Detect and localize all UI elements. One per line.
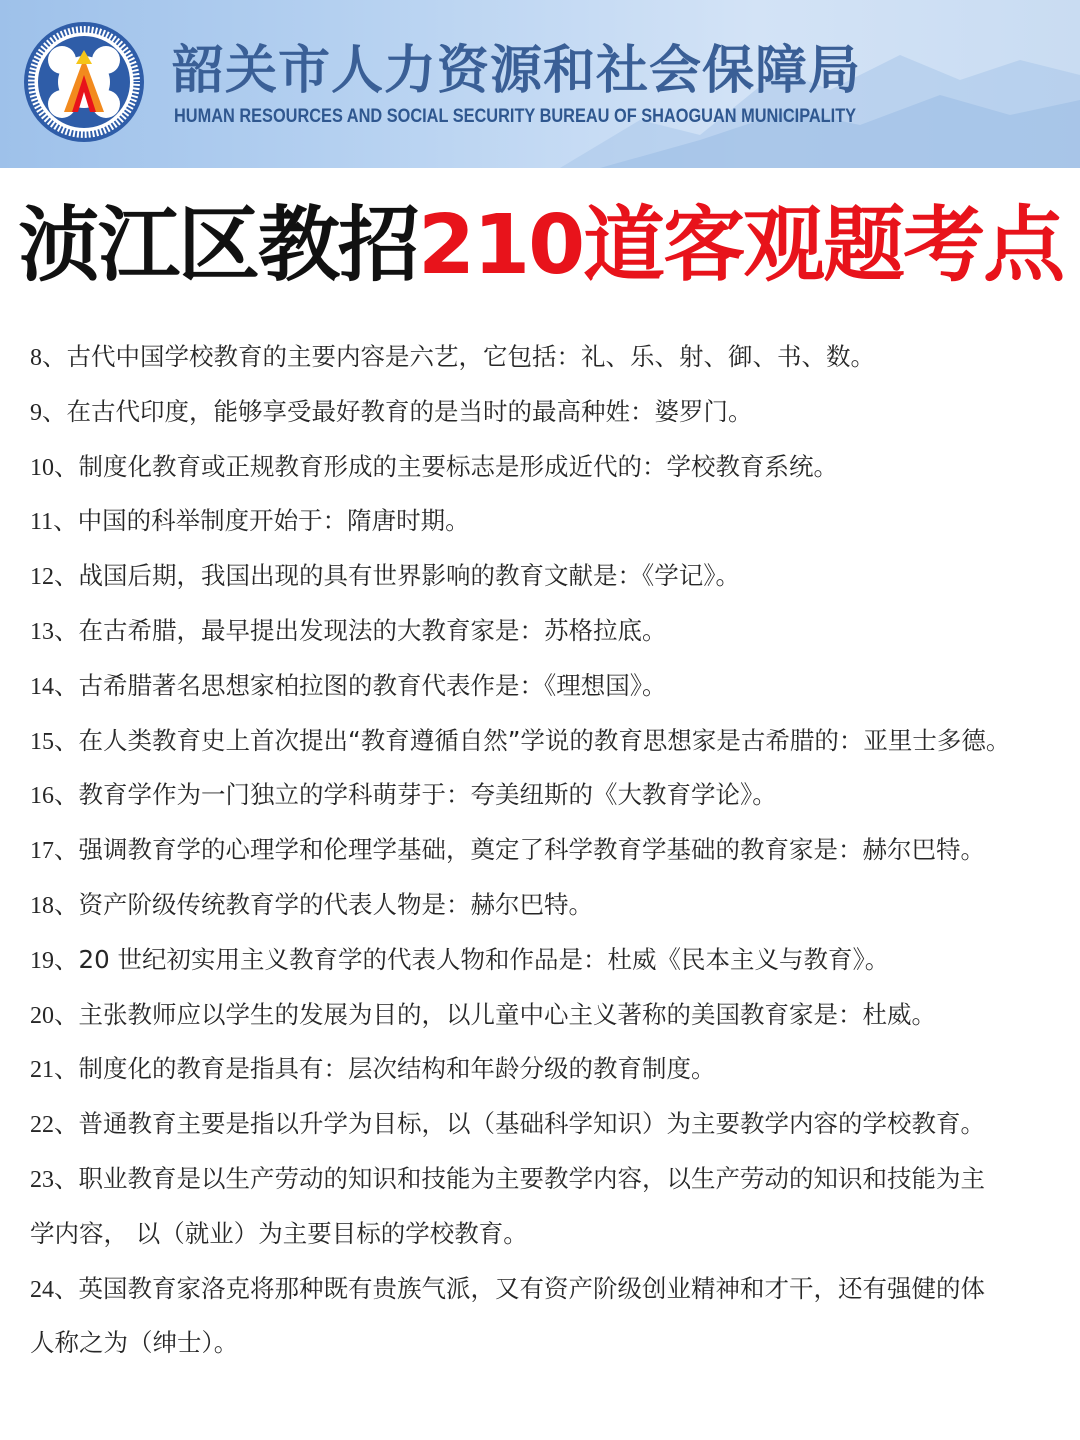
item-number: 20	[30, 1002, 54, 1029]
headline-part-district: 浈江区教招	[18, 198, 419, 293]
list-item	[30, 440, 1080, 495]
item-number: 19	[30, 947, 54, 974]
item-number: 13	[30, 618, 54, 645]
item-text: 、战国后期，我国出现的具有世界影响的教育文献是：《学记》。	[54, 561, 740, 591]
item-text: 、在古希腊，最早提出发现法的大教育家是：苏格拉底。	[54, 615, 667, 645]
item-number: 24	[30, 1276, 54, 1303]
item-number: 10	[30, 454, 54, 481]
item-text: 、职业教育是以生产劳动的知识和技能为主要教学内容，以生产劳动的知识和技能为主	[54, 1163, 985, 1193]
item-text: 学内容， 以（就业）为主要目标的学校教育。	[30, 1218, 528, 1248]
list-item	[30, 385, 1080, 440]
item-text: 、20 世纪初实用主义教育学的代表人物和作品是：杜威《民本主义与教育》。	[54, 944, 890, 974]
item-text: 、制度化教育或正规教育形成的主要标志是形成近代的：学校教育系统。	[54, 451, 838, 481]
item-number: 18	[30, 892, 54, 919]
bureau-subtitle: HUMAN RESOURCES AND SOCIAL SECURITY BUREAU OF SHAOGUAN MUNICIPALITY	[174, 106, 857, 127]
header-banner	[0, 0, 1080, 168]
item-number: 11	[30, 509, 54, 536]
list-item	[30, 1316, 1080, 1371]
headline-part-count: 210道客观题考点	[418, 198, 1064, 293]
list-item	[30, 604, 1080, 659]
list-item	[30, 1262, 1080, 1317]
item-text: 、普通教育主要是指以升学为目标，以（基础科学知识）为主要教学内容的学校教育。	[54, 1109, 985, 1139]
item-text: 、教育学作为一门独立的学科萌芽于：夸美纽斯的《大教育学论》。	[54, 780, 777, 810]
list-item	[30, 330, 1080, 385]
item-text: 、古代中国学校教育的主要内容是六艺，它包括：礼、乐、射、御、书、数。	[42, 342, 875, 371]
item-number: 16	[30, 783, 54, 810]
item-number: 9	[30, 399, 42, 426]
item-number: 12	[30, 564, 54, 591]
list-item	[30, 823, 1080, 878]
list-item	[30, 1097, 1080, 1152]
page-headline	[18, 196, 1063, 296]
item-text: 、在人类教育史上首次提出“教育遵循自然”学说的教育思想家是古希腊的：亚里士多德。	[54, 725, 1011, 755]
list-item	[30, 659, 1080, 714]
bureau-emblem-icon	[22, 20, 146, 144]
item-text: 、中国的科举制度开始于：隋唐时期。	[53, 506, 470, 536]
item-number: 21	[30, 1057, 54, 1084]
item-text: 、古希腊著名思想家柏拉图的教育代表作是：《理想国》。	[54, 670, 667, 700]
item-number: 14	[30, 673, 54, 700]
item-number: 15	[30, 728, 54, 755]
list-item	[30, 549, 1080, 604]
item-text: 、强调教育学的心理学和伦理学基础，奠定了科学教育学基础的教育家是：赫尔巴特。	[54, 835, 985, 865]
item-number: 8	[30, 345, 42, 371]
item-text: 、在古代印度，能够享受最好教育的是当时的最高种姓：婆罗门。	[42, 396, 753, 426]
bureau-title: 韶关市人力资源和社会保障局	[172, 41, 862, 101]
item-number: 23	[30, 1166, 54, 1193]
list-item	[30, 768, 1080, 823]
list-item	[30, 933, 1080, 988]
list-item	[30, 878, 1080, 933]
list-item	[30, 714, 1080, 769]
item-number: 17	[30, 838, 54, 865]
item-text: 人称之为（绅士）。	[30, 1328, 239, 1358]
item-text: 、主张教师应以学生的发展为目的，以儿童中心主义著称的美国教育家是：杜威。	[54, 999, 936, 1029]
item-text: 、资产阶级传统教育学的代表人物是：赫尔巴特。	[54, 889, 593, 919]
item-text: 、英国教育家洛克将那种既有贵族气派，又有资产阶级创业精神和才干，还有强健的体	[54, 1273, 985, 1303]
list-item	[30, 1207, 1080, 1262]
item-number: 22	[30, 1112, 54, 1139]
item-text: 、制度化的教育是指具有：层次结构和年龄分级的教育制度。	[54, 1054, 716, 1084]
list-item	[30, 1042, 1080, 1097]
list-item	[30, 1152, 1080, 1207]
list-item	[30, 988, 1080, 1043]
list-item	[30, 494, 1080, 549]
question-list	[30, 330, 1080, 1371]
